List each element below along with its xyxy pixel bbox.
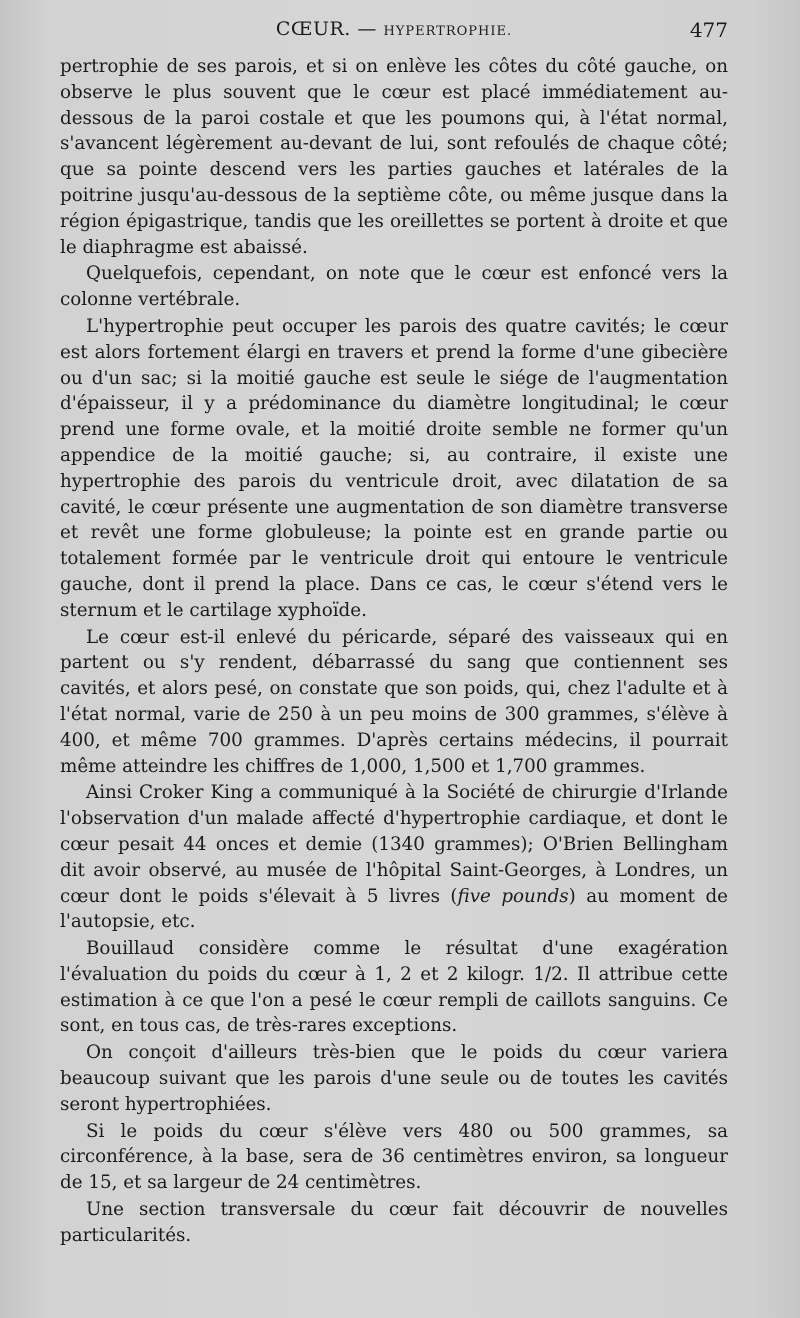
- paragraph-5-text-after: ) au moment de l'autopsie, etc.: [60, 885, 728, 933]
- paragraph-1: pertrophie de ses parois, et si on enlève les côtes du côté gauche, on observe le plus souvent que le cœur est placé immédiatement au-dessous de la paroi costale et que les poumons qui, à l'état normal, s'avancent légèrement au-devant de lui, sont refoulés de chaque côté; que sa pointe descend vers les parties gauches et latérales de la poitrine jusqu'au-dessous de la septième côte, ou même jusque dans la région épigastrique, tandis que les oreillettes se portent à droite et que le diaphragme est abaissé.: [60, 56, 728, 258]
- paragraph-9: Une section transversale du cœur fait découvrir de nouvelles particularités.: [60, 1199, 728, 1246]
- running-title-sub: HYPERTROPHIE.: [383, 24, 513, 39]
- paragraph-2: Quelquefois, cependant, on note que le cœur est enfoncé vers la colonne vertébrale.: [60, 263, 728, 311]
- running-title: [60, 18, 728, 40]
- running-title-main: CŒUR.: [275, 18, 351, 40]
- paragraph-4: Le cœur est-il enlevé du péricarde, séparé des vaisseaux qui en partent ou s'y rendent, débarrassé du sang que contiennent ses cavités, et alors pesé, on constate que son poids, qui, chez l'adulte et à l'état normal, varie de 250 à un peu moins de 300 grammes, s'élève à 400, et même 700 grammes. D'après certains médecins, il pourrait même atteindre les chiffres de 1,000, 1,500 et 1,700 grammes.: [60, 626, 728, 777]
- paragraph-5-text-before: Ainsi Croker King a communiqué à la Société de chirurgie d'Irlande l'observation d'un malade affecté d'hypertrophie cardiaque, et dont le cœur pesait 44 onces et demie (1340 grammes); O'Brien Bellingham dit avoir observé, au musée de l'hôpital Saint-Georges, à Londres, un cœur dont le poids s'élevait à 5 livres (: [60, 782, 728, 907]
- paragraph-7: On conçoit d'ailleurs très-bien que le poids du cœur variera beaucoup suivant que les parois d'une seule ou de toutes les cavités seront hypertrophiées.: [60, 1042, 728, 1115]
- paragraph-5-italic: five pounds: [457, 885, 569, 907]
- running-head: [60, 14, 728, 46]
- paragraph-8: Si le poids du cœur s'élève vers 480 ou 500 grammes, sa circonférence, à la base, sera de 36 centimètres environ, sa longueur de 15, et sa largeur de 24 centimètres.: [60, 1120, 728, 1194]
- paragraph-3: L'hypertrophie peut occuper les parois des quatre cavités; le cœur est alors fortement élargi en travers et prend la forme d'une gibecière ou d'un sac; si la moitié gauche est seule le siége de l'augmentation d'épaisseur, il y a prédominance du diamètre longitudinal; le cœur prend une forme ovale, et la moitié droite semble ne former qu'un appendice de la moitié gauche; si, au contraire, il existe une hypertrophie des parois du ventricule droit, avec dilatation de sa cavité, le cœur présente une augmentation de son diamètre transverse et revêt une forme globuleuse; la pointe est en grande partie ou totalement formée par le ventricule droit qui entoure le ventricule gauche, dont il prend la place. Dans ce cas, le cœur s'étend vers le sternum et le cartilage xyphoïde.: [60, 315, 728, 621]
- body-text: [60, 54, 728, 1249]
- page-number: 477: [689, 18, 728, 42]
- paragraph-5: [60, 780, 728, 935]
- paragraph-6: Bouillaud considère comme le résultat d'une exagération l'évaluation du poids du cœur à 1, 2 et 2 kilogr. 1/2. Il attribue cette estimation à ce que l'on a pesé le cœur rempli de caillots sanguins. Ce sont, en tous cas, de très-rares exceptions.: [60, 938, 728, 1037]
- running-title-separator: —: [350, 18, 384, 40]
